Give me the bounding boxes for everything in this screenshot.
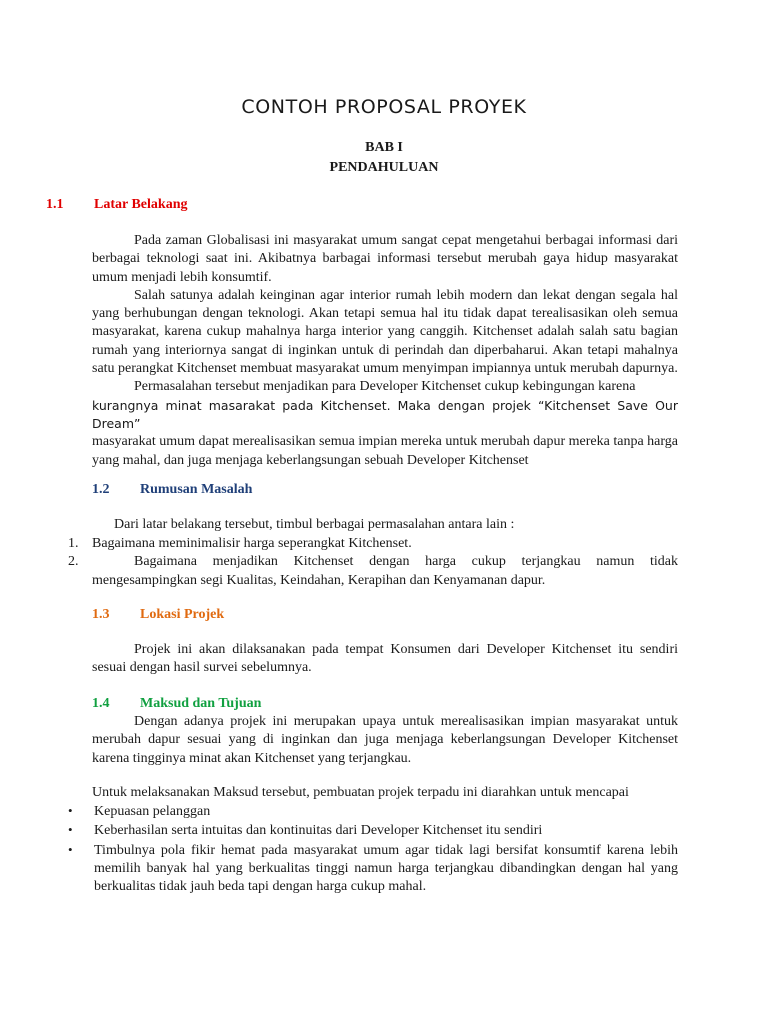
- paragraph: Permasalahan tersebut menjadikan para Developer Kitchenset cukup kebingungan karena: [134, 379, 636, 395]
- paragraph: kurangnya minat masarakat pada Kitchenset. Maka dengan projek “Kitchenset Save Our Dream”: [92, 397, 678, 431]
- section-1-2-heading: [92, 482, 252, 498]
- list-item: [68, 553, 678, 590]
- section-number: 1.1: [46, 197, 64, 212]
- paragraph: masyarakat umum dapat merealisasikan semua impian mereka untuk merubah dapur mereka tanpa harga yang mahal, dan juga menjaga keberlangsungan sebuah Developer Kitchenset: [92, 434, 678, 468]
- section-number: 1.3: [92, 607, 110, 622]
- chapter-title: PENDAHULUAN: [329, 160, 439, 175]
- section-1-4-body: [92, 713, 678, 768]
- bullet-icon: •: [68, 822, 73, 838]
- paragraph: Dengan adanya projek ini merupakan upaya untuk merealisasikan impian masyarakat untuk merubah dapur sesuai yang di inginkan dan juga menjaga keberlangsungan Developer Kitchenset karena tingginya minat akan Kitchenset yang terjangkau.: [92, 714, 678, 766]
- bullet-icon: •: [68, 841, 73, 857]
- list-item: [68, 535, 678, 553]
- page-title: CONTOH PROPOSAL PROYEK: [241, 96, 527, 118]
- bullet-icon: •: [68, 803, 73, 818]
- section-number: 1.2: [92, 482, 110, 497]
- list-item-text: Kepuasan pelanggan: [94, 804, 211, 819]
- paragraph: Projek ini akan dilaksanakan pada tempat Konsumen dari Developer Kitchenset itu sendiri sesuai dengan hasil survei sebelumnya.: [92, 642, 678, 676]
- list-marker: 2.: [68, 554, 79, 570]
- section-title: Maksud dan Tujuan: [140, 696, 262, 711]
- chapter-number: BAB I: [365, 140, 403, 155]
- section-1-1-body: [92, 232, 678, 470]
- list-marker: 1.: [68, 536, 79, 551]
- paragraph: Pada zaman Globalisasi ini masyarakat umum sangat cepat mengetahui berbagai informasi dari berbagai teknologi saat ini. Akibatnya barbagai informasi tersebut merubah gaya hidup masyarakat umum menjadi lebih konsumtif.: [92, 233, 678, 285]
- list-item-text: Bagaimana menjadikan Kitchenset dengan harga cukup terjangkau namun tidak mengesampingkan segi Kualitas, Keindahan, Kerapihan dan Kenyamanan dapur.: [92, 554, 678, 588]
- paragraph: Salah satunya adalah keinginan agar interior rumah lebih modern dan lekat dengan segala hal yang berhubungan dengan teknologi. Akan tetapi semua hal itu tidak dapat terealisasikan oleh semua masyarakat, karena cukup mahalnya harga interior yang canggih. Kitchenset adalah salah satu bagian rumah yang interiornya sangat di inginkan untuk di perindah dan diperbaharui. Akan tetapi mahalnya satu perangkat Kitchenset membuat masyarakat umum menyimpan impiannya untuk merubah dapurnya.: [92, 287, 678, 377]
- goal-list: [68, 803, 678, 896]
- list-item: [68, 822, 678, 840]
- section-1-4-lead: Untuk melaksanakan Maksud tersebut, pembuatan projek terpadu ini diarahkan untuk mencapai: [92, 785, 629, 800]
- section-title: Lokasi Projek: [140, 607, 225, 622]
- list-item-text: Timbulnya pola fikir hemat pada masyarakat umum agar tidak lagi bersifat konsumtif karena lebih memilih banyak hal yang berkualitas tinggi namun harga terjangkau dibandingkan dengan hal yang berkualitas tidak jauh beda tapi dengan harga cukup mahal.: [94, 842, 678, 895]
- section-1-2-intro: Dari latar belakang tersebut, timbul berbagai permasalahan antara lain :: [114, 517, 515, 532]
- section-1-3-heading: [92, 607, 224, 623]
- list-item-text: Keberhasilan serta intuitas dan kontinuitas dari Developer Kitchenset itu sendiri: [94, 823, 543, 839]
- list-item-text: Bagaimana meminimalisir harga seperangkat Kitchenset.: [92, 536, 412, 551]
- section-1-4-heading: [92, 696, 261, 712]
- list-item: [68, 803, 678, 821]
- problem-list: [68, 535, 678, 590]
- list-item: [68, 841, 678, 897]
- section-number: 1.4: [92, 696, 110, 711]
- section-title: Latar Belakang: [94, 197, 188, 212]
- section-title: Rumusan Masalah: [140, 482, 253, 497]
- section-1-3-body: [92, 641, 678, 678]
- section-1-1-heading: [46, 197, 187, 213]
